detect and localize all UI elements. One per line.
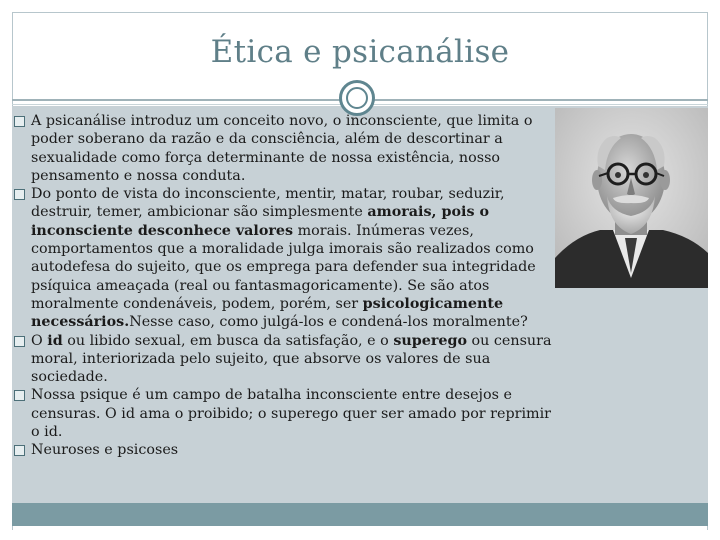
bottom-band: [12, 503, 708, 526]
bullet-text: Do ponto de vista do inconsciente, mentir, matar, roubar, seduzir, destruir, temer, ambicionar são simplesmente: [31, 186, 505, 221]
bullet-item: [14, 332, 554, 387]
bullet-square-icon: [14, 189, 25, 200]
bullet-text: A psicanálise introduz um conceito novo, o inconsciente, que limita o poder soberano da razão e da consciência, além de descortinar a sexualidade como força determinante de nossa existência, nosso pensamento e nossa conduta.: [31, 113, 533, 184]
decorative-circle-icon: [339, 80, 375, 116]
bullet-text: Neuroses e psicoses: [31, 442, 179, 459]
bullet-square-icon: [14, 390, 25, 401]
bullet-item: [14, 112, 554, 185]
bullet-text: ou libido sexual, em busca da satisfação, e o: [62, 332, 394, 349]
slide-title: Ética e psicanálise: [210, 34, 510, 70]
bullet-item: [14, 185, 554, 331]
bullet-text: O: [31, 332, 48, 349]
frame-top-line: [12, 12, 708, 13]
bullet-item: [14, 441, 554, 459]
bullet-text-bold: id: [47, 332, 63, 349]
bullet-item: [14, 386, 554, 441]
bullet-square-icon: [14, 336, 25, 347]
bullet-list: [14, 112, 554, 460]
bullet-text: Nesse caso, como julgá-los e condená-los moralmente?: [129, 314, 528, 331]
bullet-text-bold: psicologicamente necessários.: [31, 295, 504, 331]
bullet-square-icon: [14, 445, 25, 456]
bullet-text: morais. Inúmeras vezes, comportamentos que a moralidade julga imorais são realizados como autodefesa do sujeito, que os emprega para defender sua integridade psíquica ameaçada (real ou fantasmagoricamente). Se são atos moralmente condenáveis, podem, porém, ser: [31, 222, 536, 312]
decorative-inner-circle-icon: [346, 87, 368, 109]
bullet-text: ou censura moral, interiorizada pelo sujeito, que absorve os valores de sua sociedade.: [31, 332, 552, 386]
portrait-photo: [555, 108, 708, 288]
bullet-text-bold: superego: [393, 332, 468, 349]
portrait-illustration: [555, 108, 708, 288]
bullet-text-bold: amorais, pois o inconsciente desconhece valores: [31, 204, 490, 239]
bullet-text: Nossa psique é um campo de batalha inconsciente entre desejos e censuras. O id ama o proibido; o superego quer ser amado por reprimir o id.: [31, 387, 552, 441]
bullet-square-icon: [14, 116, 25, 127]
